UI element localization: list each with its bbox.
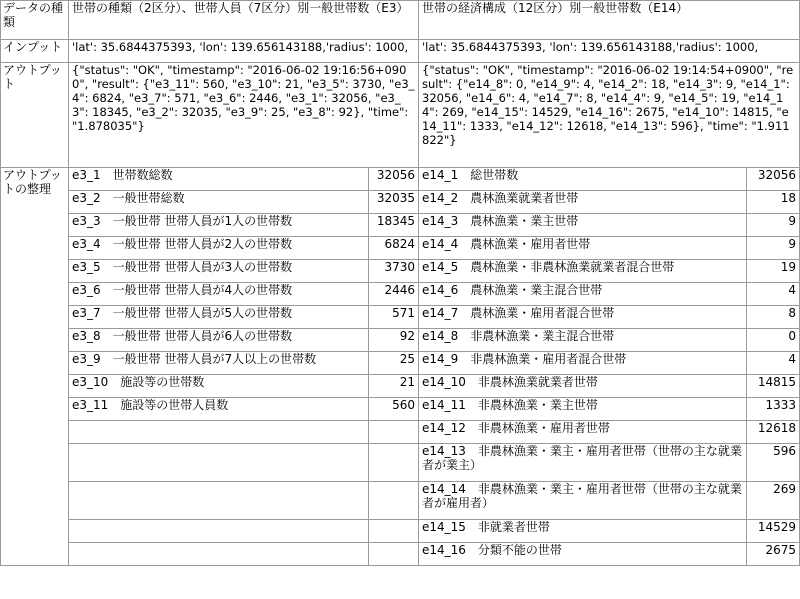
- summary-row: [1, 482, 800, 520]
- right-item-value: 19: [747, 260, 800, 283]
- summary-row: [1, 543, 800, 566]
- right-item-label: e14_6 農林漁業・業主混合世帯: [419, 283, 747, 306]
- row-label-summary: アウトプットの整理: [1, 168, 69, 566]
- right-item-label: e14_10 非農林漁業就業者世帯: [419, 375, 747, 398]
- right-item-value: 14815: [747, 375, 800, 398]
- right-item-value: 4: [747, 352, 800, 375]
- left-item-value: 6824: [369, 237, 419, 260]
- summary-row: [1, 306, 800, 329]
- left-item-label: e3_7 一般世帯 世帯人員が5人の世帯数: [69, 306, 369, 329]
- left-item-value: 25: [369, 352, 419, 375]
- right-item-label: e14_4 農林漁業・雇用者世帯: [419, 237, 747, 260]
- row-label-data-type: データの種類: [1, 1, 69, 40]
- right-item-value: 9: [747, 237, 800, 260]
- right-item-label: e14_16 分類不能の世帯: [419, 543, 747, 566]
- summary-row: [1, 421, 800, 444]
- left-item-value: 560: [369, 398, 419, 421]
- right-item-label: e14_7 農林漁業・雇用者混合世帯: [419, 306, 747, 329]
- right-item-value: 32056: [747, 168, 800, 191]
- left-item-label: [69, 444, 369, 482]
- left-item-label: e3_3 一般世帯 世帯人員が1人の世帯数: [69, 214, 369, 237]
- left-item-value: [369, 421, 419, 444]
- right-item-label: e14_11 非農林漁業・業主世帯: [419, 398, 747, 421]
- right-item-value: 4: [747, 283, 800, 306]
- right-item-label: e14_1 総世帯数: [419, 168, 747, 191]
- right-item-value: 596: [747, 444, 800, 482]
- left-item-label: [69, 520, 369, 543]
- right-item-value: 14529: [747, 520, 800, 543]
- left-item-label: e3_5 一般世帯 世帯人員が3人の世帯数: [69, 260, 369, 283]
- left-item-value: 21: [369, 375, 419, 398]
- left-item-value: [369, 482, 419, 520]
- left-item-label: e3_9 一般世帯 世帯人員が7人以上の世帯数: [69, 352, 369, 375]
- right-item-label: e14_13 非農林漁業・業主・雇用者世帯（世帯の主な就業者が業主）: [419, 444, 747, 482]
- right-item-value: 0: [747, 329, 800, 352]
- row-label-output: アウトプット: [1, 63, 69, 168]
- left-item-label: e3_8 一般世帯 世帯人員が6人の世帯数: [69, 329, 369, 352]
- left-item-value: 2446: [369, 283, 419, 306]
- left-input-value: 'lat': 35.6844375393, 'lon': 139.656143188,'radius': 1000,: [69, 40, 419, 63]
- right-item-label: e14_12 非農林漁業・雇用者世帯: [419, 421, 747, 444]
- right-item-value: 2675: [747, 543, 800, 566]
- right-item-value: 12618: [747, 421, 800, 444]
- summary-row: [1, 237, 800, 260]
- left-item-value: [369, 444, 419, 482]
- summary-row: [1, 191, 800, 214]
- left-item-value: 32056: [369, 168, 419, 191]
- left-item-value: 571: [369, 306, 419, 329]
- right-item-value: 8: [747, 306, 800, 329]
- left-dataset-title: 世帯の種類（2区分）、世帯人員（7区分）別一般世帯数（E3）: [69, 1, 419, 40]
- left-item-label: [69, 421, 369, 444]
- right-item-label: e14_8 非農林漁業・業主混合世帯: [419, 329, 747, 352]
- summary-row: [1, 520, 800, 543]
- left-item-value: [369, 543, 419, 566]
- left-output-json: {"status": "OK", "timestamp": "2016-06-02 19:16:56+0900", "result": {"e3_11": 560, "e3_10": 21, "e3_5": 3730, "e3_4": 6824, "e3_7": 571, "e3_6": 2446, "e3_1": 32056, "e3_3": 18345, "e3_2": 32035, "e3_9": 25, "e3_8": 92}, "time": "1.878035"}: [69, 63, 419, 168]
- summary-row: [1, 283, 800, 306]
- left-item-value: 32035: [369, 191, 419, 214]
- left-item-value: 3730: [369, 260, 419, 283]
- input-row: [1, 40, 800, 63]
- output-row: [1, 63, 800, 168]
- summary-row: [1, 398, 800, 421]
- left-item-label: e3_11 施設等の世帯人員数: [69, 398, 369, 421]
- right-item-value: 1333: [747, 398, 800, 421]
- right-item-label: e14_9 非農林漁業・雇用者混合世帯: [419, 352, 747, 375]
- left-item-value: [369, 520, 419, 543]
- left-item-label: [69, 482, 369, 520]
- row-label-input: インプット: [1, 40, 69, 63]
- right-item-label: e14_3 農林漁業・業主世帯: [419, 214, 747, 237]
- right-item-label: e14_14 非農林漁業・業主・雇用者世帯（世帯の主な就業者が雇用者）: [419, 482, 747, 520]
- summary-row: [1, 352, 800, 375]
- right-dataset-title: 世帯の経済構成（12区分）別一般世帯数（E14）: [419, 1, 800, 40]
- left-item-value: 92: [369, 329, 419, 352]
- right-item-label: e14_2 農林漁業就業者世帯: [419, 191, 747, 214]
- right-item-value: 9: [747, 214, 800, 237]
- summary-row: [1, 168, 800, 191]
- left-item-label: e3_1 世帯数総数: [69, 168, 369, 191]
- header-row: [1, 1, 800, 40]
- summary-row: [1, 329, 800, 352]
- summary-row: [1, 375, 800, 398]
- left-item-label: e3_2 一般世帯総数: [69, 191, 369, 214]
- summary-row: [1, 444, 800, 482]
- right-item-value: 269: [747, 482, 800, 520]
- right-item-label: e14_5 農林漁業・非農林漁業就業者混合世帯: [419, 260, 747, 283]
- left-item-label: [69, 543, 369, 566]
- left-item-label: e3_4 一般世帯 世帯人員が2人の世帯数: [69, 237, 369, 260]
- left-item-value: 18345: [369, 214, 419, 237]
- left-item-label: e3_10 施設等の世帯数: [69, 375, 369, 398]
- summary-row: [1, 214, 800, 237]
- right-item-value: 18: [747, 191, 800, 214]
- left-item-label: e3_6 一般世帯 世帯人員が4人の世帯数: [69, 283, 369, 306]
- right-item-label: e14_15 非就業者世帯: [419, 520, 747, 543]
- right-input-value: 'lat': 35.6844375393, 'lon': 139.656143188,'radius': 1000,: [419, 40, 800, 63]
- right-output-json: {"status": "OK", "timestamp": "2016-06-02 19:14:54+0900", "result": {"e14_8": 0, "e14_9": 4, "e14_2": 18, "e14_3": 9, "e14_1": 32056, "e14_6": 4, "e14_7": 8, "e14_4": 9, "e14_5": 19, "e14_14": 269, "e14_15": 14529, "e14_16": 2675, "e14_10": 14815, "e14_11": 1333, "e14_12": 12618, "e14_13": 596}, "time": "1.911822"}: [419, 63, 800, 168]
- summary-row: [1, 260, 800, 283]
